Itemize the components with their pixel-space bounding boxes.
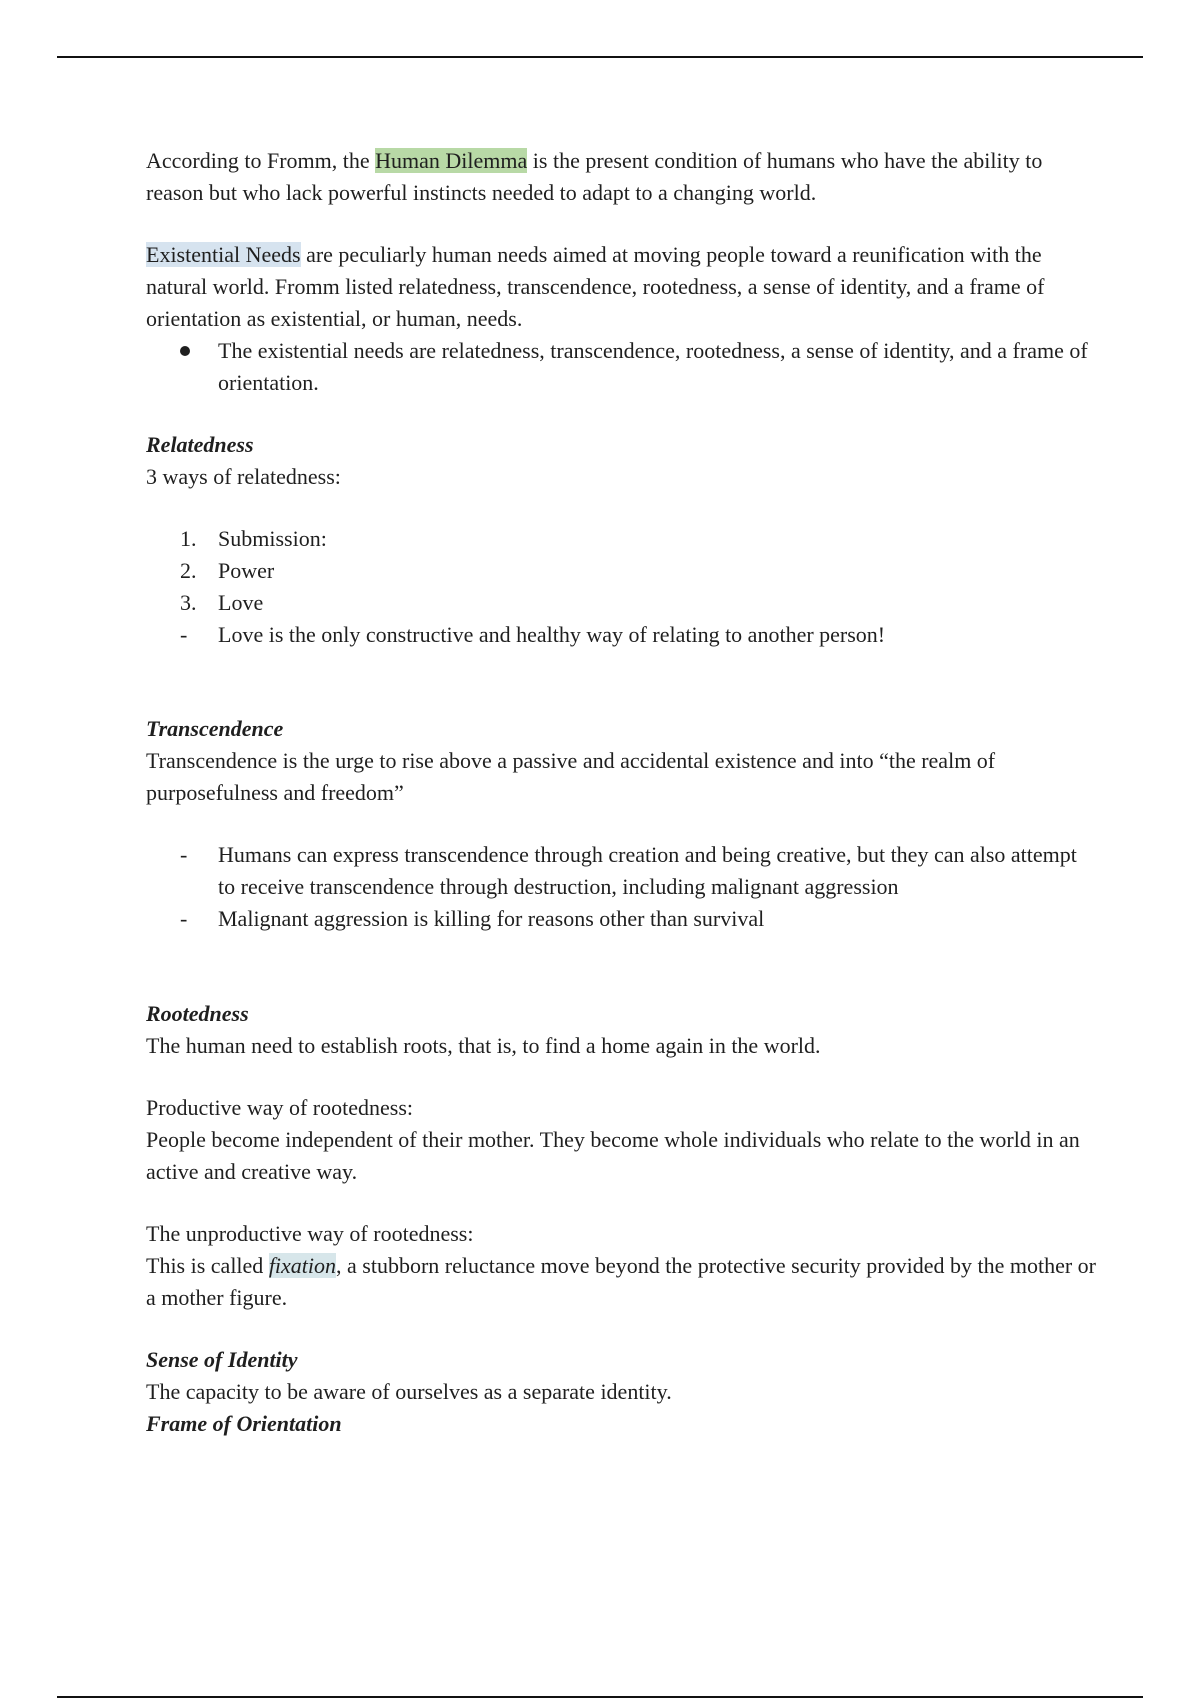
- transcendence-list: [146, 839, 1096, 935]
- document-body: [146, 145, 1096, 1440]
- fixation-highlight: fixation: [268, 1253, 337, 1278]
- sense-of-identity-heading: Sense of Identity: [146, 1347, 298, 1372]
- productive-rootedness-label: Productive way of rootedness:: [146, 1095, 413, 1120]
- bullet-icon: [180, 335, 210, 367]
- existential-needs-list: [146, 335, 1096, 399]
- bottom-rule: [57, 1696, 1143, 1698]
- human-dilemma-highlight: Human Dilemma: [375, 148, 528, 173]
- relatedness-intro: 3 ways of relatedness:: [146, 464, 341, 489]
- frame-of-orientation-heading: Frame of Orientation: [146, 1411, 342, 1436]
- sense-of-identity-definition: The capacity to be aware of ourselves as a separate identity.: [146, 1379, 672, 1404]
- relatedness-list: [146, 523, 1096, 651]
- existential-needs-highlight: Existential Needs: [146, 242, 301, 267]
- intro-paragraph: According to Fromm, the Human Dilemma is the present condition of humans who have the ability to reason but who lack powerful instincts needed to adapt to a changing world.: [146, 148, 1043, 205]
- rootedness-heading: Rootedness: [146, 1001, 249, 1026]
- rootedness-definition: The human need to establish roots, that is, to find a home again in the world.: [146, 1033, 821, 1058]
- productive-rootedness-text: People become independent of their mother. They become whole individuals who relate to the world in an active and creative way.: [146, 1127, 1080, 1184]
- unproductive-rootedness-text: This is called fixation, a stubborn reluctance move beyond the protective security provided by the mother or a mother figure.: [146, 1253, 1097, 1310]
- top-rule: [57, 56, 1143, 58]
- transcendence-heading: Transcendence: [146, 716, 284, 741]
- list-item: 3. Love: [180, 590, 264, 615]
- list-item: 1. Submission:: [180, 526, 327, 551]
- relatedness-heading: Relatedness: [146, 432, 254, 457]
- list-item: - Love is the only constructive and healthy way of relating to another person!: [180, 622, 886, 647]
- existential-needs-paragraph: Existential Needs are peculiarly human needs aimed at moving people toward a reunification with the natural world. Fromm listed relatedness, transcendence, rootedness, a sense of identity, and a frame of orientation as existential, or human, needs.: [146, 242, 1045, 331]
- list-item: The existential needs are relatedness, transcendence, rootedness, a sense of identity, and a frame of orientation.: [146, 335, 1096, 399]
- list-item: - Malignant aggression is killing for reasons other than survival: [180, 906, 765, 931]
- list-item: 2. Power: [180, 558, 275, 583]
- list-item: - Humans can express transcendence through creation and being creative, but they can also attempt to receive transcendence through destruction, including malignant aggression: [180, 842, 1077, 899]
- transcendence-definition: Transcendence is the urge to rise above a passive and accidental existence and into “the realm of purposefulness and freedom”: [146, 748, 996, 805]
- unproductive-rootedness-label: The unproductive way of rootedness:: [146, 1221, 474, 1246]
